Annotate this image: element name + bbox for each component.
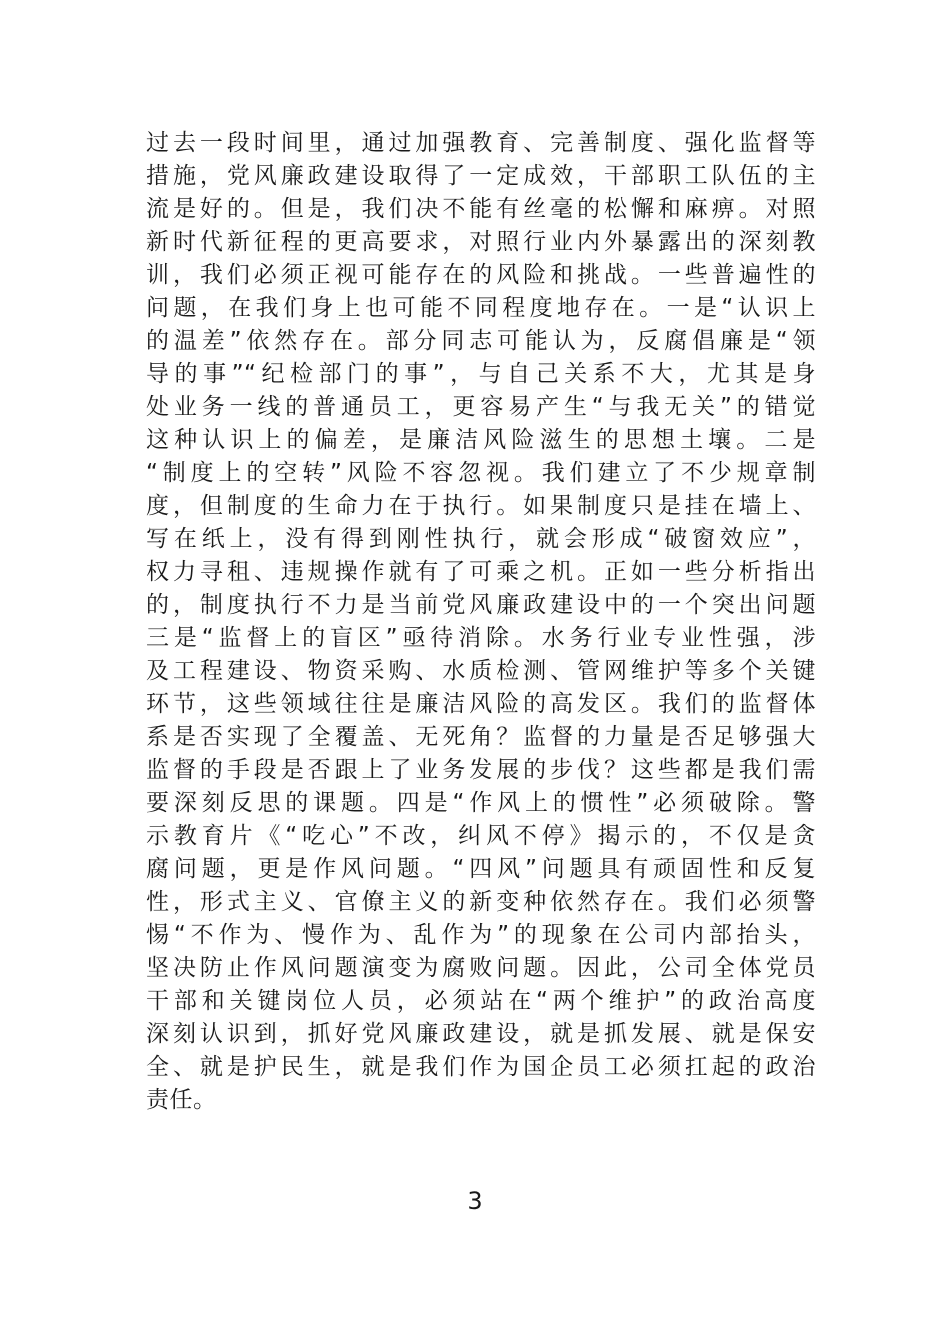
text-line: “制度上的空转”风险不容忽视。我们建立了不少规章制 [146, 460, 816, 486]
body-paragraph [146, 127, 816, 1117]
text-line: 措施，党风廉政建设取得了一定成效，干部职工队伍的主 [146, 163, 816, 189]
text-line: 全、就是护民生，就是我们作为国企员工必须扛起的政治 [146, 1054, 816, 1080]
text-line: 性，形式主义、官僚主义的新变种依然存在。我们必须警 [146, 889, 816, 915]
text-line: 的温差”依然存在。部分同志可能认为，反腐倡廉是“领 [146, 328, 816, 354]
text-line: 示教育片《“吃心”不改，纠风不停》揭示的，不仅是贪 [146, 823, 816, 849]
text-line: 坚决防止作风问题演变为腐败问题。因此，公司全体党员 [146, 955, 816, 981]
text-line: 训，我们必须正视可能存在的风险和挑战。一些普遍性的 [146, 262, 816, 288]
text-line: 导的事”“纪检部门的事”，与自己关系不大，尤其是身 [146, 361, 816, 387]
text-line: 问题，在我们身上也可能不同程度地存在。一是“认识上 [146, 295, 816, 321]
text-line: 深刻认识到，抓好党风廉政建设，就是抓发展、就是保安 [146, 1021, 816, 1047]
text-line: 的，制度执行不力是当前党风廉政建设中的一个突出问题 [146, 592, 816, 618]
text-line: 监督的手段是否跟上了业务发展的步伐？这些都是我们需 [146, 757, 816, 783]
text-line: 过去一段时间里，通过加强教育、完善制度、强化监督等 [146, 130, 816, 156]
text-line: 系是否实现了全覆盖、无死角？监督的力量是否足够强大 [146, 724, 816, 750]
text-line: 及工程建设、物资采购、水质检测、管网维护等多个关键 [146, 658, 816, 684]
text-line: 这种认识上的偏差，是廉洁风险滋生的思想土壤。二是 [146, 427, 816, 453]
text-line: 三是“监督上的盲区”亟待消除。水务行业专业性强，涉 [146, 625, 816, 651]
text-line: 惕“不作为、慢作为、乱作为”的现象在公司内部抬头， [146, 922, 816, 948]
text-line: 处业务一线的普通员工，更容易产生“与我无关”的错觉 [146, 394, 816, 420]
text-line: 流是好的。但是，我们决不能有丝毫的松懈和麻痹。对照 [146, 196, 816, 222]
text-line: 写在纸上，没有得到刚性执行，就会形成“破窗效应”， [146, 526, 816, 552]
text-line: 新时代新征程的更高要求，对照行业内外暴露出的深刻教 [146, 229, 816, 255]
text-line: 干部和关键岗位人员，必须站在“两个维护”的政治高度 [146, 988, 816, 1014]
text-line: 腐问题，更是作风问题。“四风”问题具有顽固性和反复 [146, 856, 816, 882]
text-line: 要深刻反思的课题。四是“作风上的惯性”必须破除。警 [146, 790, 816, 816]
text-line: 环节，这些领域往往是廉洁风险的高发区。我们的监督体 [146, 691, 816, 717]
text-line: 权力寻租、违规操作就有了可乘之机。正如一些分析指出 [146, 559, 816, 585]
text-line: 度，但制度的生命力在于执行。如果制度只是挂在墙上、 [146, 493, 816, 519]
text-line: 责任。 [146, 1087, 217, 1113]
page-number: 3 [467, 1187, 483, 1215]
